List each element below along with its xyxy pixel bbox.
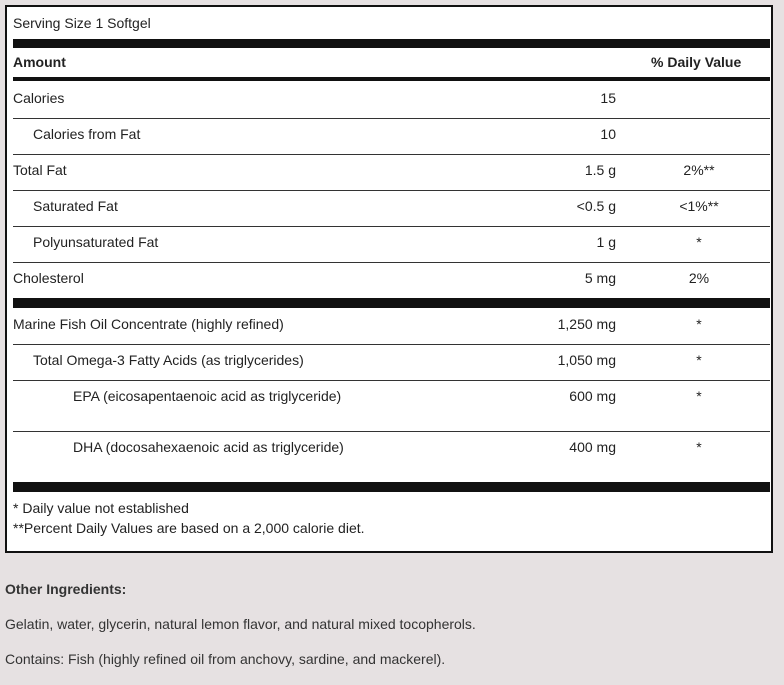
other-ingredients-list: Gelatin, water, glycerin, natural lemon flavor, and natural mixed tocopherols. [5, 616, 476, 632]
nutrient-name: EPA (eicosapentaenoic acid as triglyceride) [73, 388, 342, 404]
contains-allergen: Contains: Fish (highly refined oil from anchovy, sardine, and mackerel). [5, 651, 446, 667]
row-divider [13, 344, 770, 345]
nutrient-amount: 10 [600, 126, 616, 142]
nutrient-name: Cholesterol [13, 270, 84, 286]
row-divider [13, 431, 770, 432]
nutrient-daily-value: 2% [688, 270, 710, 286]
footnote-percent-basis: **Percent Daily Values are based on a 2,000 calorie diet. [13, 520, 365, 536]
nutrient-name: Calories [13, 90, 65, 106]
nutrient-daily-value: * [696, 316, 702, 332]
nutrient-amount: 600 mg [569, 388, 616, 404]
thick-divider [13, 298, 770, 308]
nutrient-name: Total Omega-3 Fatty Acids (as triglycerides) [33, 352, 304, 368]
nutrient-name: Saturated Fat [33, 198, 118, 214]
nutrient-daily-value: <1%** [679, 198, 719, 214]
daily-value-header: % Daily Value [651, 54, 742, 70]
nutrient-amount: 1,050 mg [557, 352, 616, 368]
nutrient-daily-value: * [696, 388, 702, 404]
nutrient-amount: <0.5 g [576, 198, 616, 214]
row-divider [13, 154, 770, 155]
nutrient-amount: 400 mg [569, 439, 616, 455]
nutrient-daily-value: * [696, 234, 702, 250]
nutrient-amount: 1,250 mg [557, 316, 616, 332]
nutrient-daily-value: * [696, 352, 702, 368]
amount-header: Amount [13, 54, 66, 70]
nutrient-daily-value: 2%** [683, 162, 715, 178]
nutrient-name: DHA (docosahexaenoic acid as triglyceride) [73, 439, 344, 455]
nutrient-amount: 1 g [596, 234, 616, 250]
row-divider [13, 190, 770, 191]
thick-divider [13, 482, 770, 492]
nutrient-amount: 15 [600, 90, 616, 106]
row-divider [13, 226, 770, 227]
row-divider [13, 262, 770, 263]
header-divider [13, 77, 770, 81]
serving-size: Serving Size 1 Softgel [13, 15, 151, 31]
row-divider [13, 380, 770, 381]
nutrient-name: Total Fat [13, 162, 67, 178]
nutrient-amount: 1.5 g [584, 162, 616, 178]
thick-divider [13, 39, 770, 48]
row-divider [13, 118, 770, 119]
nutrient-amount: 5 mg [584, 270, 616, 286]
nutrient-name: Calories from Fat [33, 126, 141, 142]
nutrient-name: Polyunsaturated Fat [33, 234, 159, 250]
supplement-facts-panel [5, 5, 773, 553]
footnote-not-established: * Daily value not established [13, 500, 189, 516]
other-ingredients-heading: Other Ingredients: [5, 581, 127, 597]
nutrient-daily-value: * [696, 439, 702, 455]
nutrient-name: Marine Fish Oil Concentrate (highly refined) [13, 316, 284, 332]
